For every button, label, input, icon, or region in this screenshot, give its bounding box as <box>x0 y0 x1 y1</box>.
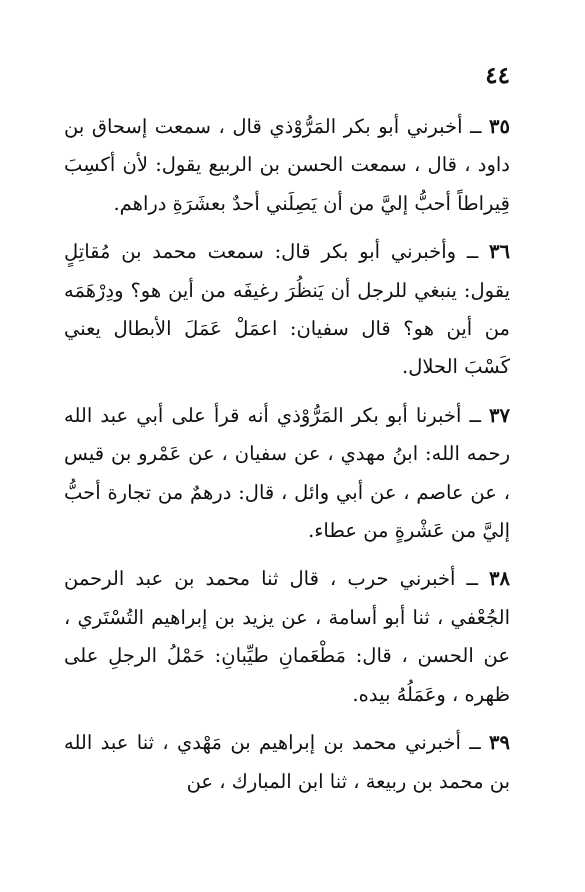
paragraph-text: ــ أخبرني حرب ، قال ثنا محمد بن عبد الرحمن الجُعْفي ، ثنا أبو أسامة ، عن يزيد بن إبراهيم التُسْتَري ، عن الحسن ، قال: مَطْعَمانِ طيِّبانِ: حَمْلُ الرجلِ على ظهره ، وعَمَلُهُ بيده. <box>64 567 510 706</box>
paragraph-number: ٣٥ <box>489 115 510 138</box>
paragraph-39 <box>64 724 510 801</box>
paragraph-text: ــ أخبرني محمد بن إبراهيم بن مَهْدي ، ثنا عبد الله بن محمد بن ربيعة ، ثنا ابن المبارك ، عن <box>64 731 510 793</box>
paragraph-38 <box>64 560 510 714</box>
paragraph-text: ــ وأخبرني أبو بكر قال: سمعت محمد بن مُقاتِلٍ يقول: ينبغي للرجل أن يَنظُرَ رغيفَه من أين هو؟ ودِرْهَمَه من أين هو؟ قال سفيان: اعمَلْ عَمَلَ الأبطال يعني كَسْبَ الحلال. <box>64 240 510 379</box>
paragraph-text: ــ أخبرني أبو بكر المَرُّوْذي قال ، سمعت إسحاق بن داود ، قال ، سمعت الحسن بن الربيع يقول: لأن أكسِبَ قِيراطاً أحبُّ إليَّ من أن يَصِلَني أحدٌ بعشَرَةِ دراهم. <box>64 115 510 215</box>
paragraph-number: ٣٧ <box>489 403 510 427</box>
paragraph-36 <box>64 233 510 387</box>
paragraph-number: ٣٨ <box>489 567 510 591</box>
body-text <box>64 108 510 811</box>
paragraph-text: ــ أخبرنا أبو بكر المَرُّوْذي أنه قرأ على أبي عبد الله رحمه الله: ابنُ مهدي ، عن سفيان ، عن عَمْرو بن قيس ، عن عاصم ، عن أبي وائل ، قال: درهمٌ من تجارة أحبُّ إليَّ من عَشْرةٍ من عطاء. <box>64 403 510 543</box>
paragraph-number: ٣٩ <box>489 731 510 755</box>
page-number: ٤٤ <box>485 62 510 89</box>
paragraph-number: ٣٦ <box>489 240 510 264</box>
paragraph-37 <box>64 397 510 551</box>
paragraph-35 <box>64 108 510 223</box>
